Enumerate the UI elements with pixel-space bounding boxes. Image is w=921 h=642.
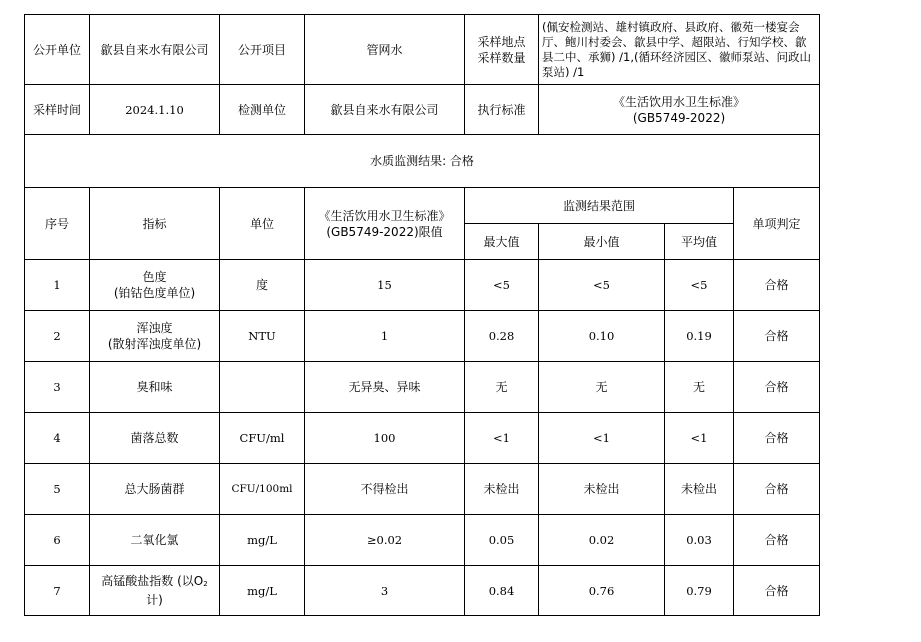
location-label: 采样地点 采样数量 <box>465 15 539 85</box>
row-limit: 1 <box>305 311 465 362</box>
row-indicator-main: 高锰酸盐指数 (以O <box>101 574 204 588</box>
row-max: <1 <box>465 413 539 464</box>
row-indicator: 色度 (铂钴色度单位) <box>90 260 220 311</box>
col-header-index: 序号 <box>25 188 90 260</box>
row-max: 未检出 <box>465 464 539 515</box>
row-indicator: 菌落总数 <box>90 413 220 464</box>
table-row <box>25 362 820 413</box>
row-limit: 无异臭、异味 <box>305 362 465 413</box>
row-min: 无 <box>539 362 665 413</box>
row-limit: 3 <box>305 566 465 616</box>
row-limit: 100 <box>305 413 465 464</box>
row-indicator-tail: 计) <box>146 593 163 607</box>
standard-value: 《生活饮用水卫生标准》 (GB5749-2022) <box>539 85 820 135</box>
row-avg: 0.19 <box>665 311 734 362</box>
row-max: 无 <box>465 362 539 413</box>
row-indicator <box>90 566 220 616</box>
row-unit: mg/L <box>220 515 305 566</box>
water-quality-report-table <box>24 14 820 616</box>
row-unit: mg/L <box>220 566 305 616</box>
table-row <box>25 566 820 616</box>
row-index: 6 <box>25 515 90 566</box>
publisher-label: 公开单位 <box>25 15 90 85</box>
row-judgement: 合格 <box>734 413 820 464</box>
row-avg: 0.03 <box>665 515 734 566</box>
row-min: 0.10 <box>539 311 665 362</box>
col-header-range: 监测结果范围 <box>465 188 734 224</box>
standard-label: 执行标准 <box>465 85 539 135</box>
row-judgement: 合格 <box>734 464 820 515</box>
row-max: <5 <box>465 260 539 311</box>
header-row-publisher <box>25 15 820 85</box>
row-unit: NTU <box>220 311 305 362</box>
row-avg: <1 <box>665 413 734 464</box>
summary-row <box>25 135 820 188</box>
col-header-max: 最大值 <box>465 224 539 260</box>
row-index: 3 <box>25 362 90 413</box>
row-index: 7 <box>25 566 90 616</box>
row-unit: CFU/ml <box>220 413 305 464</box>
row-min: 0.02 <box>539 515 665 566</box>
lab-label: 检测单位 <box>220 85 305 135</box>
row-indicator: 二氧化氯 <box>90 515 220 566</box>
row-judgement: 合格 <box>734 260 820 311</box>
table-row <box>25 413 820 464</box>
row-limit: ≥0.02 <box>305 515 465 566</box>
time-value: 2024.1.10 <box>90 85 220 135</box>
row-avg: 0.79 <box>665 566 734 616</box>
row-indicator: 臭和味 <box>90 362 220 413</box>
row-max: 0.28 <box>465 311 539 362</box>
row-unit <box>220 362 305 413</box>
row-min: 未检出 <box>539 464 665 515</box>
col-header-judgement: 单项判定 <box>734 188 820 260</box>
row-judgement: 合格 <box>734 566 820 616</box>
row-min: 0.76 <box>539 566 665 616</box>
col-header-min: 最小值 <box>539 224 665 260</box>
row-max: 0.05 <box>465 515 539 566</box>
row-avg: 无 <box>665 362 734 413</box>
row-indicator: 浑浊度 (散射浑浊度单位) <box>90 311 220 362</box>
lab-value: 歙县自来水有限公司 <box>305 85 465 135</box>
publisher-value: 歙县自来水有限公司 <box>90 15 220 85</box>
row-limit: 15 <box>305 260 465 311</box>
table-row <box>25 311 820 362</box>
row-judgement: 合格 <box>734 311 820 362</box>
table-row <box>25 464 820 515</box>
row-unit: CFU/100ml <box>220 464 305 515</box>
row-indicator: 总大肠菌群 <box>90 464 220 515</box>
row-judgement: 合格 <box>734 515 820 566</box>
table-header-row <box>25 188 820 224</box>
item-value: 管网水 <box>305 15 465 85</box>
row-avg: 未检出 <box>665 464 734 515</box>
time-label: 采样时间 <box>25 85 90 135</box>
row-avg: <5 <box>665 260 734 311</box>
row-index: 4 <box>25 413 90 464</box>
row-index: 1 <box>25 260 90 311</box>
row-min: <1 <box>539 413 665 464</box>
location-value: (佩安检测站、雄村镇政府、县政府、徽苑一楼宴会厅、鲍川村委会、歙县中学、超限站、行知学校、歙县二中、承狮) /1,(循环经济园区、徽师泵站、问政山泵站) /1 <box>539 15 820 85</box>
row-min: <5 <box>539 260 665 311</box>
result-summary: 水质监测结果: 合格 <box>25 135 820 188</box>
col-header-avg: 平均值 <box>665 224 734 260</box>
row-limit: 不得检出 <box>305 464 465 515</box>
row-max: 0.84 <box>465 566 539 616</box>
table-row <box>25 515 820 566</box>
col-header-limit: 《生活饮用水卫生标准》 (GB5749-2022)限值 <box>305 188 465 260</box>
row-judgement: 合格 <box>734 362 820 413</box>
row-unit: 度 <box>220 260 305 311</box>
item-label: 公开项目 <box>220 15 305 85</box>
col-header-unit: 单位 <box>220 188 305 260</box>
row-index: 5 <box>25 464 90 515</box>
table-row <box>25 260 820 311</box>
row-index: 2 <box>25 311 90 362</box>
row-indicator-subscript: 2 <box>203 580 208 588</box>
col-header-indicator: 指标 <box>90 188 220 260</box>
header-row-time <box>25 85 820 135</box>
